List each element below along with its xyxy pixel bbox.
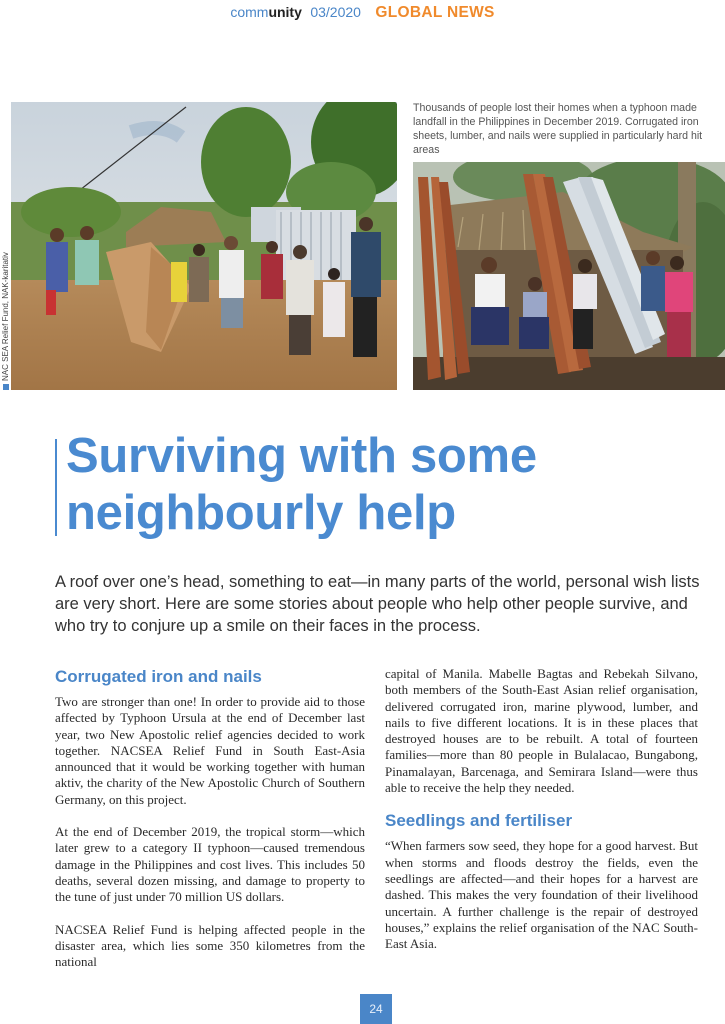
paragraph: capital of Manila. Mabelle Bagtas and Rebekah Silvano, both members of the South-East Asian relief organisation, delivered corrugated iron, marine plywood, lumber, and nails to five different locations. It is in these places that destroyed houses are to be rebuilt. A total of fourteen families—more than 80 people in Bulalacao, Bungabong, Pinamalayan, Barcenaga, and Semirara Island—were thus able to receive the help they needed.	[385, 666, 698, 796]
article-title	[66, 428, 537, 542]
page-number: 24	[360, 994, 392, 1024]
issue-number: 03/2020	[310, 4, 361, 20]
paragraph: At the end of December 2019, the tropical storm—which later grew to a category II typhoon—caused tremendous damage in the Philippines and cost lives. This includes 50 deaths, several dozen missing, and damage to property to the tune of just under 70 million US dollars.	[55, 824, 365, 905]
credit-marker	[3, 384, 9, 390]
subheading-corrugated-iron: Corrugated iron and nails	[55, 667, 262, 686]
article-title-line1: Surviving with some	[66, 429, 537, 483]
article-lead: A roof over one’s head, something to eat—in many parts of the world, personal wish lists are very short. Here are some stories about people who help other people survive, and who try to conjure up a smile on their faces in the process.	[55, 573, 700, 635]
article-title-line2: neighbourly help	[66, 486, 456, 540]
section-label: GLOBAL NEWS	[375, 4, 495, 21]
paragraph: NACSEA Relief Fund is helping affected people in the disaster area, which lies some 350 kilometres from the national	[55, 921, 365, 970]
magazine-header	[0, 4, 725, 22]
article-column-1	[55, 666, 365, 986]
brand-name-part2: unity	[268, 4, 302, 20]
paragraph: Two are stronger than one! In order to provide aid to those affected by Typhoon Ursula at the end of December last year, two New Apostolic relief agencies decided to work together. NACSEA Relief Fund in South East-Asia announced that it would be working together with human aktiv, the charity of the New Apostolic Church of Southern Germany, on this project.	[55, 694, 365, 807]
photo-children-with-lumber	[413, 162, 725, 390]
subheading-seedlings: Seedlings and fertiliser	[385, 811, 573, 831]
brand-name-part1: comm	[230, 4, 269, 20]
photo-credit-text: NAC SEA Relief Fund, NAK-karitativ	[1, 252, 10, 381]
article-column-2	[385, 666, 698, 968]
photo-credit	[1, 252, 10, 390]
photo-group-with-plywood	[11, 102, 397, 390]
photo-caption: Thousands of people lost their homes when a typhoon made landfall in the Philippines in December 2019. Corrugated iron sheets, lumber, and nails were supplied in particularly hard hit areas	[413, 102, 703, 156]
title-accent-bar	[55, 439, 57, 536]
paragraph: “When farmers sow seed, they hope for a good harvest. But when storms and floods destroy the fields, even the seedlings are affected—and their hopes for a harvest are dashed. This makes the very foundation of their livelihood uncertain. A further challenge is the repair of destroyed houses,” explains the relief organisation of the NAC South-East Asia.	[385, 838, 698, 952]
